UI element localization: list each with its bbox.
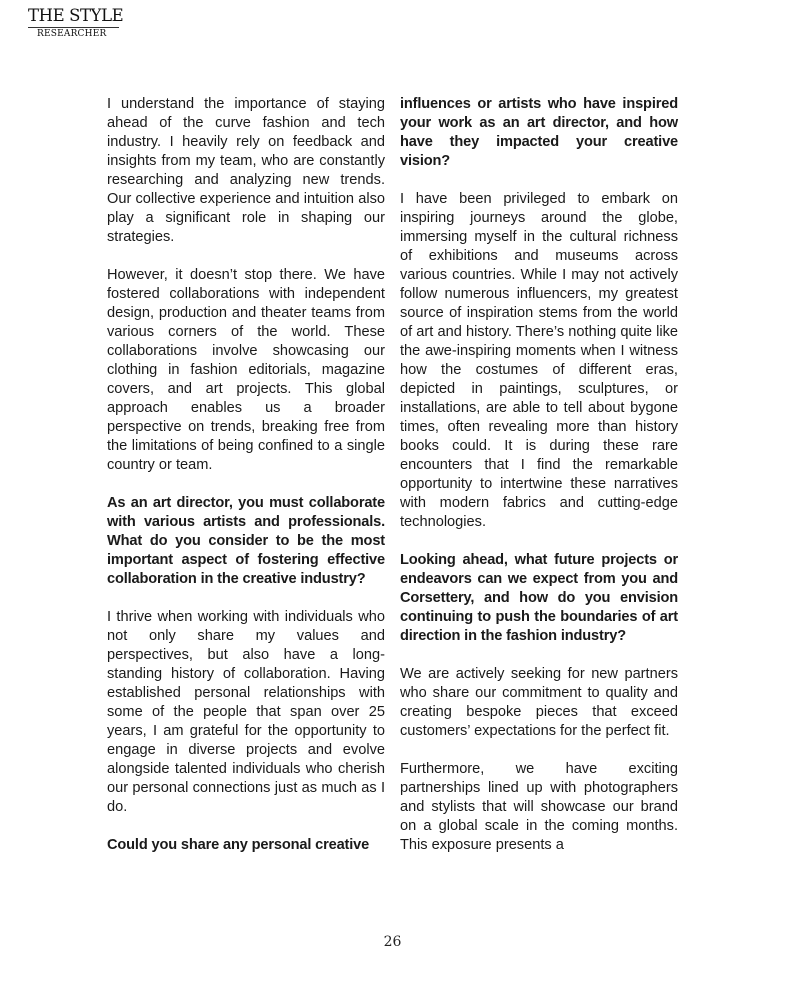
masthead-logo [28, 6, 123, 40]
question-heading: Could you share any personal creative [107, 837, 370, 853]
question-heading: Looking ahead, what future projects or endeavors can we expect from you and Corsettery, and how do you envision continuing to push the boundaries of art direction in the fashion industry? [400, 552, 678, 644]
answer-paragraph: I understand the importance of staying ahead of the curve fashion and tech industry. I heavily rely on feedback and insights from my team, who are constantly researching and analyzing new trends. Our collective experience and intuition also play a significant role in shaping our strategies. [107, 96, 385, 245]
page-number: 26 [383, 934, 402, 950]
masthead-title: THE STYLE [28, 6, 124, 25]
answer-paragraph: I have been privileged to embark on inspiring journeys around the globe, immersing myself in the cultural richness of exhibitions and museums across various countries. While I may not actively follow numerous influencers, my greatest source of inspiration stems from the world of art and history. There’s nothing quite like the awe-inspiring moments when I witness how the costumes of different eras, depicted in paintings, sculptures, or installations, are able to tell about bygone times, often revealing more than history books could. It is during these rare encounters that I find the remarkable opportunity to intertwine these narratives with modern fabrics and cutting-edge technologies. [400, 191, 678, 530]
answer-paragraph: Furthermore, we have exciting partnerships lined up with photographers and stylists that will showcase our brand on a global scale in the coming months. This exposure presents a [400, 761, 678, 853]
left-column [107, 95, 385, 855]
question-heading: As an art director, you must collaborate with various artists and professionals. What do you consider to be the most important aspect of fostering effective collaboration in the creative industry? [107, 495, 385, 587]
answer-paragraph: I thrive when working with individuals who not only share my values and perspectives, but also have a long-standing history of collaboration. Having established personal relationships with some of the people that span over 25 years, I am grateful for the opportunity to engage in diverse projects and evolve alongside talented individuals who cherish our personal connections just as much as I do. [107, 609, 385, 815]
question-heading: influences or artists who have inspired your work as an art director, and how have they impacted your creative vision? [400, 96, 678, 169]
answer-paragraph: However, it doesn’t stop there. We have fostered collaborations with independent design, production and theater teams from various corners of the world. These collaborations involve showcasing our clothing in fashion editorials, magazine covers, and art projects. This global approach enables us a broader perspective on trends, breaking free from the limitations of being confined to a single country or team. [107, 267, 385, 473]
right-column [400, 95, 678, 855]
masthead-subtitle: RESEARCHER [37, 29, 107, 39]
answer-paragraph: We are actively seeking for new partners who share our commitment to quality and creating bespoke pieces that exceed customers’ expectations for the perfect fit. [400, 666, 678, 739]
masthead-rule [28, 27, 119, 28]
